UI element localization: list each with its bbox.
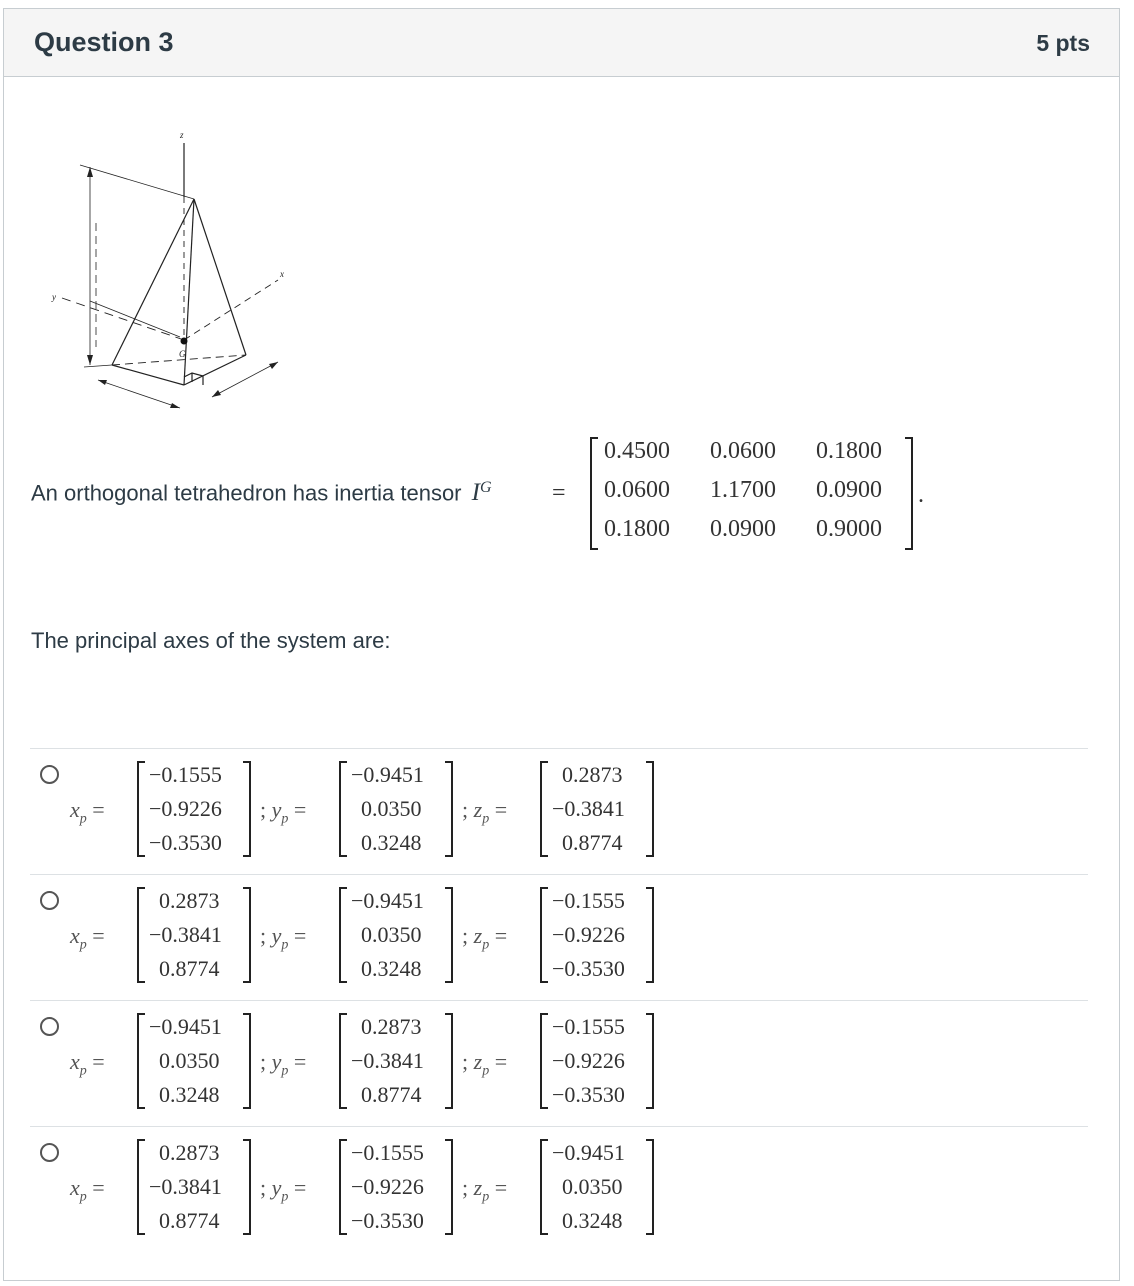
y-axis-label: y — [52, 292, 56, 302]
vector-component: −0.9451 — [351, 762, 424, 787]
column-vector-y — [339, 1013, 453, 1109]
bracket-left — [137, 1139, 145, 1235]
vector-component: −0.9451 — [149, 1014, 222, 1039]
column-vector-x — [137, 1139, 251, 1235]
bracket-right — [445, 761, 453, 857]
answer-radio[interactable] — [40, 1143, 59, 1162]
column-vector-x — [137, 761, 251, 857]
bracket-right — [646, 1013, 654, 1109]
vector-subscript: p — [482, 1189, 490, 1205]
vector-label-z — [462, 923, 507, 953]
bracket-right — [243, 1139, 251, 1235]
tensor-cell: 0.9000 — [816, 516, 882, 542]
vector-component: 0.0350 — [159, 1048, 220, 1073]
vector-label-y — [260, 923, 306, 953]
vector-component: −0.9451 — [552, 1140, 625, 1165]
equals: = — [489, 1049, 508, 1074]
vector-label-x — [70, 923, 105, 953]
column-vector-z — [540, 887, 654, 983]
centroid-point — [181, 338, 188, 345]
tensor-cell: 0.0600 — [710, 438, 776, 464]
vector-subscript: p — [281, 811, 289, 827]
vector-component: 0.3248 — [361, 956, 422, 981]
bracket-left — [137, 887, 145, 983]
equals: = — [288, 1175, 307, 1200]
bracket-left — [540, 761, 548, 857]
vector-component: −0.9451 — [351, 888, 424, 913]
vector-component: 0.3248 — [159, 1082, 220, 1107]
vector-subscript: p — [79, 811, 87, 827]
vector-component: −0.3530 — [351, 1208, 424, 1233]
vector-symbol: y — [271, 1049, 282, 1074]
vector-component: −0.3530 — [149, 830, 222, 855]
column-vector-z — [540, 761, 654, 857]
vector-component: −0.9226 — [552, 1048, 625, 1073]
y-axis-line — [62, 298, 184, 340]
bracket-right — [445, 1139, 453, 1235]
column-vector-y — [339, 761, 453, 857]
separator: ; — [260, 797, 272, 822]
vector-subscript: p — [79, 1063, 87, 1079]
vector-component: 0.2873 — [361, 1014, 422, 1039]
vector-subscript: p — [79, 1189, 87, 1205]
vector-label-x — [70, 797, 105, 827]
vector-symbol: x — [70, 797, 80, 822]
bracket-right — [243, 1013, 251, 1109]
vector-component: −0.1555 — [552, 1014, 625, 1039]
inertia-tensor-matrix — [590, 437, 913, 550]
answer-option — [30, 874, 1088, 1000]
bracket-left — [339, 1013, 347, 1109]
vector-component: 0.0350 — [361, 922, 422, 947]
vector-label-y — [260, 1175, 306, 1205]
vector-component: −0.1555 — [149, 762, 222, 787]
equals: = — [86, 1049, 105, 1074]
answer-radio[interactable] — [40, 1017, 59, 1036]
answer-option — [30, 748, 1088, 874]
bracket-right — [646, 1139, 654, 1235]
equals: = — [86, 797, 105, 822]
tensor-cell: 0.0600 — [604, 477, 670, 503]
z-axis-label: z — [180, 130, 184, 140]
column-vector-z — [540, 1139, 654, 1235]
tetrahedron-figure — [40, 125, 290, 415]
vector-component: −0.3841 — [351, 1048, 424, 1073]
vector-component: 0.2873 — [159, 1140, 220, 1165]
tensor-cell: 0.1800 — [604, 516, 670, 542]
separator: ; — [462, 923, 474, 948]
vector-symbol: y — [271, 797, 282, 822]
equals: = — [86, 923, 105, 948]
vector-component: −0.3530 — [552, 956, 625, 981]
separator: ; — [260, 1049, 272, 1074]
vector-label-z — [462, 1175, 507, 1205]
vector-component: −0.9226 — [351, 1174, 424, 1199]
vector-symbol: x — [70, 1049, 80, 1074]
column-vector-x — [137, 1013, 251, 1109]
bracket-right — [243, 887, 251, 983]
column-vector-y — [339, 887, 453, 983]
tensor-equals: = — [552, 480, 566, 506]
vector-label-y — [260, 1049, 306, 1079]
separator: ; — [260, 923, 272, 948]
vector-subscript: p — [281, 1063, 289, 1079]
tensor-cell: 0.0900 — [710, 516, 776, 542]
vector-label-y — [260, 797, 306, 827]
tensor-superscript: G — [479, 479, 492, 496]
vector-subscript: p — [79, 937, 87, 953]
vector-component: 0.8774 — [159, 956, 220, 981]
question-header — [4, 9, 1119, 77]
column-vector-x — [137, 887, 251, 983]
column-vector-y — [339, 1139, 453, 1235]
vector-component: −0.1555 — [351, 1140, 424, 1165]
x-axis-label: x — [280, 269, 284, 279]
vector-subscript: p — [482, 937, 490, 953]
vector-symbol: y — [271, 1175, 282, 1200]
vector-symbol: x — [70, 1175, 80, 1200]
vector-symbol: z — [473, 797, 483, 822]
vector-symbol: x — [70, 923, 80, 948]
vector-component: 0.2873 — [159, 888, 220, 913]
bracket-right — [243, 761, 251, 857]
vector-component: −0.9226 — [149, 796, 222, 821]
vector-component: 0.3248 — [361, 830, 422, 855]
tensor-statement — [31, 479, 492, 507]
bracket-left — [339, 1139, 347, 1235]
vector-component: −0.9226 — [552, 922, 625, 947]
vector-component: 0.0350 — [562, 1174, 623, 1199]
vector-subscript: p — [281, 937, 289, 953]
answer-radio[interactable] — [40, 891, 59, 910]
bracket-left — [540, 1013, 548, 1109]
answer-radio[interactable] — [40, 765, 59, 784]
vector-label-x — [70, 1175, 105, 1205]
bracket-right — [646, 761, 654, 857]
vector-component: 0.8774 — [562, 830, 623, 855]
bracket-right — [445, 1013, 453, 1109]
vector-component: 0.2873 — [562, 762, 623, 787]
vector-symbol: y — [271, 923, 282, 948]
tensor-cell: 1.1700 — [710, 477, 776, 503]
vector-component: 0.8774 — [361, 1082, 422, 1107]
vector-subscript: p — [281, 1189, 289, 1205]
vector-component: 0.8774 — [159, 1208, 220, 1233]
separator: ; — [462, 1175, 474, 1200]
vector-subscript: p — [482, 811, 490, 827]
column-vector-z — [540, 1013, 654, 1109]
vector-component: −0.3841 — [552, 796, 625, 821]
principal-axes-prompt: The principal axes of the system are: — [31, 628, 391, 653]
equals: = — [489, 797, 508, 822]
vector-component: 0.0350 — [361, 796, 422, 821]
tensor-symbol: I — [471, 479, 480, 507]
bracket-left — [339, 761, 347, 857]
vector-symbol: z — [473, 923, 483, 948]
vector-component: −0.3841 — [149, 922, 222, 947]
separator: ; — [462, 797, 474, 822]
tensor-cell: 0.1800 — [816, 438, 882, 464]
bracket-left — [540, 1139, 548, 1235]
statement-text: An orthogonal tetrahedron has inertia tensor — [31, 480, 462, 506]
equals: = — [288, 797, 307, 822]
vector-component: −0.3841 — [149, 1174, 222, 1199]
bracket-left — [339, 887, 347, 983]
vector-label-z — [462, 1049, 507, 1079]
bracket-left — [540, 887, 548, 983]
vector-symbol: z — [473, 1175, 483, 1200]
bracket-right — [646, 887, 654, 983]
tensor-cell: 0.0900 — [816, 477, 882, 503]
vector-component: −0.1555 — [552, 888, 625, 913]
question-points: 5 pts — [1036, 30, 1090, 56]
tensor-cell: 0.4500 — [604, 438, 670, 464]
separator: ; — [462, 1049, 474, 1074]
statement-period: . — [918, 482, 924, 508]
separator: ; — [260, 1175, 272, 1200]
answer-option — [30, 1126, 1088, 1252]
vector-subscript: p — [482, 1063, 490, 1079]
equals: = — [489, 1175, 508, 1200]
vector-label-x — [70, 1049, 105, 1079]
bracket-left — [590, 437, 598, 550]
equals: = — [288, 1049, 307, 1074]
vector-symbol: z — [473, 1049, 483, 1074]
bracket-right — [445, 887, 453, 983]
vector-component: 0.3248 — [562, 1208, 623, 1233]
bracket-left — [137, 1013, 145, 1109]
vector-component: −0.3530 — [552, 1082, 625, 1107]
answer-option — [30, 1000, 1088, 1126]
centroid-label: G — [179, 349, 186, 359]
vector-label-z — [462, 797, 507, 827]
equals: = — [489, 923, 508, 948]
equals: = — [288, 923, 307, 948]
bracket-left — [137, 761, 145, 857]
equals: = — [86, 1175, 105, 1200]
question-title: Question 3 — [34, 27, 174, 57]
bracket-right — [905, 437, 913, 550]
